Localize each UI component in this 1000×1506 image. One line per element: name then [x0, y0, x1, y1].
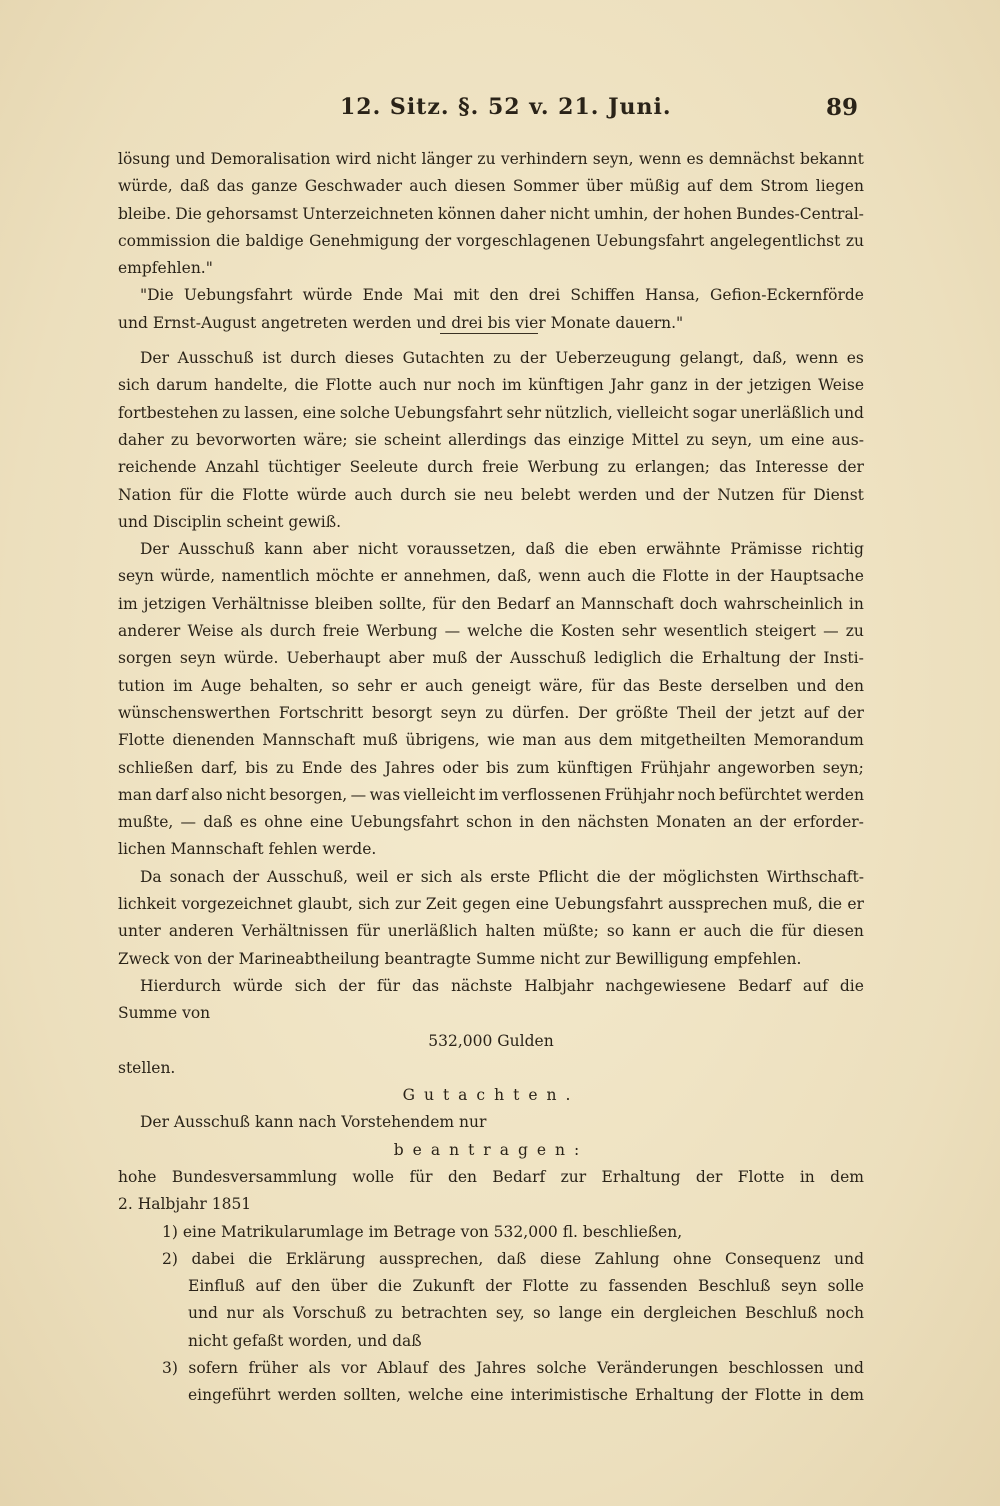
text-line: daher zu bevorworten wäre; sie scheint allerdings das einzige Mittel zu seyn, um eine aus-: [118, 430, 864, 449]
text-line: Der Ausschuß ist durch dieses Gutachten zu der Ueberzeugung gelangt, daß, wenn es: [140, 349, 864, 368]
running-head: 12. Sitz. §. 52 v. 21. Juni.: [340, 94, 672, 120]
text-line: würde, daß das ganze Geschwader auch diesen Sommer über müßig auf dem Strom liegen: [118, 177, 864, 196]
text-line: 2) dabei die Erklärung aussprechen, daß diese Zahlung ohne Consequenz und: [162, 1249, 864, 1268]
text-line: stellen.: [118, 1058, 176, 1077]
text-line: lösung und Demoralisation wird nicht länger zu verhindern seyn, wenn es demnächst bekannt: [118, 150, 864, 168]
text-line: Da sonach der Ausschuß, weil er sich als erste Pflicht die der möglichsten Wirthschaft-: [140, 867, 864, 886]
text-line: seyn würde, namentlich möchte er annehmen, daß, wenn auch die Flotte in der Hauptsache: [118, 567, 864, 586]
text-line: und Ernst-August angetreten werden und drei bis vier Monate dauern.": [118, 313, 684, 332]
text-line: sich darum handelte, die Flotte auch nur noch im künftigen Jahr ganz in der jetzigen Weise: [118, 376, 864, 395]
text-line: reichende Anzahl tüchtiger Seeleute durch freie Werbung zu erlangen; das Interesse der: [118, 458, 864, 477]
text-line: Einfluß auf den über die Zukunft der Flotte zu fassenden Beschluß seyn solle: [188, 1277, 864, 1296]
text-line: Nation für die Flotte würde auch durch sie neu belebt werden und der Nutzen für Dienst: [118, 485, 864, 504]
text-line: bleibe. Die gehorsamst Unterzeichneten können daher nicht umhin, der hohen Bundes-Central-: [118, 204, 864, 223]
text-line: und Disciplin scheint gewiß.: [118, 512, 342, 531]
text-line: Zweck von der Marineabtheilung beantragte Summe nicht zur Bewilligung empfehlen.: [118, 949, 802, 968]
separator-rule: [118, 337, 864, 345]
page-header: [0, 94, 1000, 134]
text-line: man darf also nicht besorgen, — was vielleicht im verflossenen Frühjahr noch befürchtet werden: [118, 785, 864, 804]
text-line: Hierdurch würde sich der für das nächste Halbjahr nachgewiesene Bedarf auf die: [140, 976, 864, 995]
text-line: 2. Halbjahr 1851: [118, 1195, 252, 1214]
text-line: lichkeit vorgezeichnet glaubt, sich zur Zeit gegen eine Uebungsfahrt aussprechen muß, die er: [118, 895, 864, 914]
text-line: beantragen:: [393, 1140, 589, 1159]
text-line: nicht gefaßt worden, und daß: [188, 1331, 422, 1350]
text-line: anderer Weise als durch freie Werbung — welche die Kosten sehr wesentlich steigert — zu: [118, 622, 864, 641]
text-line: Flotte dienenden Mannschaft muß übrigens, wie man aus dem mitgetheilten Memorandum: [118, 731, 864, 750]
text-line: Der Ausschuß kann nach Vorstehendem nur: [140, 1113, 487, 1132]
page-number: 89: [826, 94, 859, 121]
text-line: Der Ausschuß kann aber nicht voraussetzen, daß die eben erwähnte Prämisse richtig: [140, 540, 864, 559]
page-body: [118, 146, 864, 1410]
text-line: 3) sofern früher als vor Ablauf des Jahres solche Veränderungen beschlossen und: [162, 1359, 864, 1378]
text-line: hohe Bundesversammlung wolle für den Bedarf zur Erhaltung der Flotte in dem: [118, 1167, 864, 1186]
text-line: commission die baldige Genehmigung der vorgeschlagenen Uebungsfahrt angelegentlichst zu: [118, 231, 864, 250]
text-line: fortbestehen zu lassen, eine solche Uebungsfahrt sehr nützlich, vielleicht sogar unerläßlich und: [118, 403, 864, 422]
text-line: unter anderen Verhältnissen für unerläßlich halten müßte; so kann er auch die für diesen: [118, 922, 864, 941]
text-line: im jetzigen Verhältnisse bleiben sollte, für den Bedarf an Mannschaft doch wahrscheinlich in: [118, 594, 864, 613]
text-line: 1) eine Matrikularumlage im Betrage von 532,000 fl. beschließen,: [162, 1222, 683, 1241]
text-line: Gutachten.: [402, 1086, 580, 1105]
text-line: wünschenswerthen Fortschritt besorgt seyn zu dürfen. Der größte Theil der jetzt auf der: [118, 703, 864, 722]
text-line: 532,000 Gulden: [428, 1031, 554, 1050]
text-line: mußte, — daß es ohne eine Uebungsfahrt schon in den nächsten Monaten an der erforder-: [118, 813, 864, 832]
text-line: sorgen seyn würde. Ueberhaupt aber muß der Ausschuß lediglich die Erhaltung der Insti-: [118, 649, 864, 668]
text-line: empfehlen.": [118, 259, 213, 278]
rule-line: [440, 333, 538, 334]
text-line: eingeführt werden sollten, welche eine interimistische Erhaltung der Flotte in dem: [188, 1386, 864, 1405]
text-line: und nur als Vorschuß zu betrachten sey, so lange ein dergleichen Beschluß noch: [188, 1304, 864, 1323]
text-line: tution im Auge behalten, so sehr er auch geneigt wäre, für das Beste derselben und den: [118, 676, 864, 695]
text-line: Summe von: [118, 1004, 211, 1023]
text-line: "Die Uebungsfahrt würde Ende Mai mit den drei Schiffen Hansa, Gefion-Eckernförde: [140, 286, 864, 305]
text-line: lichen Mannschaft fehlen werde.: [118, 840, 377, 859]
text-line: schließen darf, bis zu Ende des Jahres oder bis zum künftigen Frühjahr angeworben seyn;: [118, 758, 864, 777]
